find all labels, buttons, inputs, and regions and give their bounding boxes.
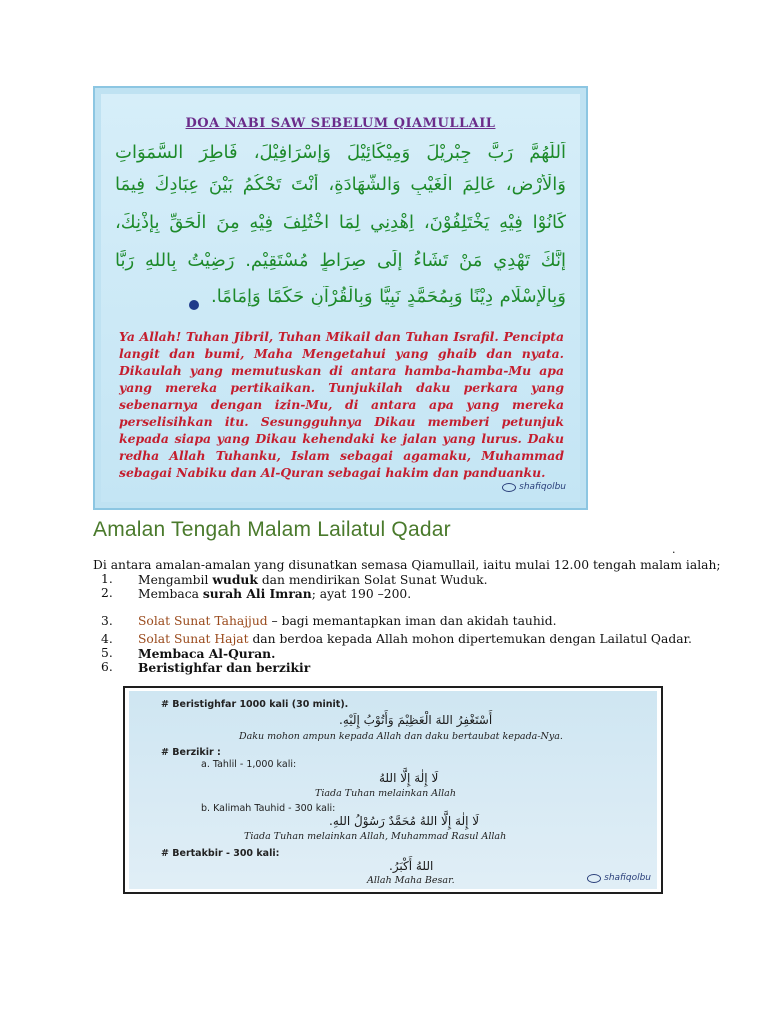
tahlil-heading: a. Tahlil - 1,000 kali:: [201, 759, 297, 770]
list-text-highlight: Solat Sunat Hajat: [138, 632, 249, 646]
doa-image-background: [101, 94, 580, 502]
list-text-post: dan berdoa kepada Allah mohon dipertemukan dengan Lailatul Qadar.: [248, 632, 692, 646]
list-number: 1.: [101, 572, 113, 586]
tahlil-arabic: لَا إِلٰهَ إِلَّا اللهُ: [379, 771, 439, 785]
list-text: [138, 632, 692, 646]
list-number: 2.: [101, 586, 113, 600]
list-text: [138, 586, 411, 601]
arabic-line-1: اَللّٰهُمَّ رَبَّ جِبْرِيْلَ وَمِيْكَائِيْلَ وَإِسْرَافِيْلَ، فَاطِرَ السَّمَوَاتِ: [115, 142, 566, 163]
doa-translation: Ya Allah! Tuhan Jibril, Tuhan Mikail dan Tuhan Israfil. Pencipta langit dan bumi, Maha Mengetahui yang ghaib dan nyata. Dikaulah yang memutuskan di antara hamba-hamba-Mu apa yang mereka pertikaikan. Tunjukilah daku perkara yang sebenarnya dengan izin-Mu, di antara apa yang mereka perselisihkan itu. Sesungguhnya Dikau memberi petunjuk kepada siapa yang Dikau kehendaki ke jalan yang lurus. Daku redha Allah Tuhanku, Islam sebagai agamaku, Muhammad sebagai Nabiku dan Al-Quran sebagai hakim dan panduanku.: [119, 329, 564, 480]
list-text: [138, 614, 557, 628]
list-number: 4.: [101, 632, 113, 646]
istighfar-arabic: أَسْتَغْفِرُ اللهَ الْعَظِيْمَ وَأَتُوْبُ إِلَيْهِ.: [339, 713, 493, 727]
intro-text: Di antara amalan-amalan yang disunatkan semasa Qiamullail, iaitu mulai 12.00 tengah malam ialah;: [93, 558, 721, 572]
doa-title: DOA NABI SAW SEBELUM QIAMULLAIL: [185, 116, 496, 131]
list-text-strong: surah Ali Imran: [202, 586, 312, 601]
berzikir-heading: # Berzikir :: [161, 747, 221, 758]
takbir-translation: Allah Maha Besar.: [367, 875, 455, 886]
stray-mark: .: [672, 543, 676, 556]
list-text-highlight: Solat Sunat Tahajjud: [138, 614, 268, 628]
dzikir-image-background: [129, 691, 657, 889]
list-text-strong: wuduk: [212, 572, 258, 587]
eye-logo-icon: [502, 483, 516, 492]
takbir-heading: # Bertakbir - 300 kali:: [161, 848, 280, 859]
istighfar-heading: # Beristighfar 1000 kali (30 minit).: [161, 699, 349, 710]
istighfar-translation: Daku mohon ampun kepada Allah dan daku bertaubat kepada-Nya.: [239, 731, 563, 742]
list-text-pre: Membaca: [138, 587, 203, 601]
dzikir-brand-watermark: [587, 873, 651, 883]
verse-end-icon: [189, 300, 199, 310]
list-text: [138, 660, 310, 675]
list-number: 6.: [101, 660, 113, 674]
dzikir-brand-text: shafiqolbu: [604, 873, 651, 883]
list-text-pre: Mengambil: [138, 573, 213, 587]
list-text-post: ; ayat 190 –200.: [311, 587, 412, 601]
tahlil-translation: Tiada Tuhan melainkan Allah: [315, 788, 456, 799]
list-text-post: – bagi memantapkan iman dan akidah tauhid.: [267, 614, 557, 628]
list-text-post: dan mendirikan Solat Sunat Wuduk.: [257, 573, 488, 587]
arabic-line-5: وَبِالْإِسْلَامِ دِيْنًا وَبِمُحَمَّدٍ نَبِيًّا وَبِالْقُرْآنِ حَكَمًا وَإِمَامًا.: [211, 286, 566, 307]
dzikir-image: [123, 686, 663, 894]
page-heading: Amalan Tengah Malam Lailatul Qadar: [93, 518, 451, 541]
list-number: 3.: [101, 614, 113, 628]
eye-logo-icon: [587, 874, 601, 883]
doa-image: [93, 86, 588, 510]
doa-brand-watermark: [502, 482, 566, 492]
list-text: [138, 572, 488, 587]
tauhid-arabic: لَا إِلٰهَ إِلَّا اللهُ مُحَمَّدٌ رَسُوْلُ اللهِ.: [329, 814, 480, 828]
arabic-line-3: كَانُوْا فِيْهِ يَخْتَلِفُوْنَ، اِهْدِنِي لِمَا اخْتُلِفَ فِيْهِ مِنَ الْحَقِّ بِإِذْنِكَ،: [115, 212, 566, 233]
arabic-line-2: وَالْأَرْضِ، عَالِمَ الْغَيْبِ وَالشَّهَادَةِ، أَنْتَ تَحْكُمُ بَيْنَ عِبَادِكَ فِيمَا: [115, 174, 566, 195]
tauhid-heading: b. Kalimah Tauhid - 300 kali:: [201, 803, 336, 814]
list-number: 5.: [101, 646, 113, 660]
list-text-strong: Beristighfar dan berzikir: [138, 660, 311, 675]
list-text-strong: Membaca Al-Quran.: [138, 646, 276, 661]
tauhid-translation: Tiada Tuhan melainkan Allah, Muhammad Rasul Allah: [244, 831, 507, 842]
doa-brand-text: shafiqolbu: [519, 482, 566, 492]
list-text: [138, 646, 275, 661]
takbir-arabic: اللهُ أَكْبَرُ.: [389, 859, 434, 873]
arabic-line-4: إِنَّكَ تَهْدِي مَنْ تَشَاءُ إِلَى صِرَاطٍ مُسْتَقِيْمٍ. رَضِيْتُ بِاللهِ رَبًّا: [115, 250, 566, 271]
